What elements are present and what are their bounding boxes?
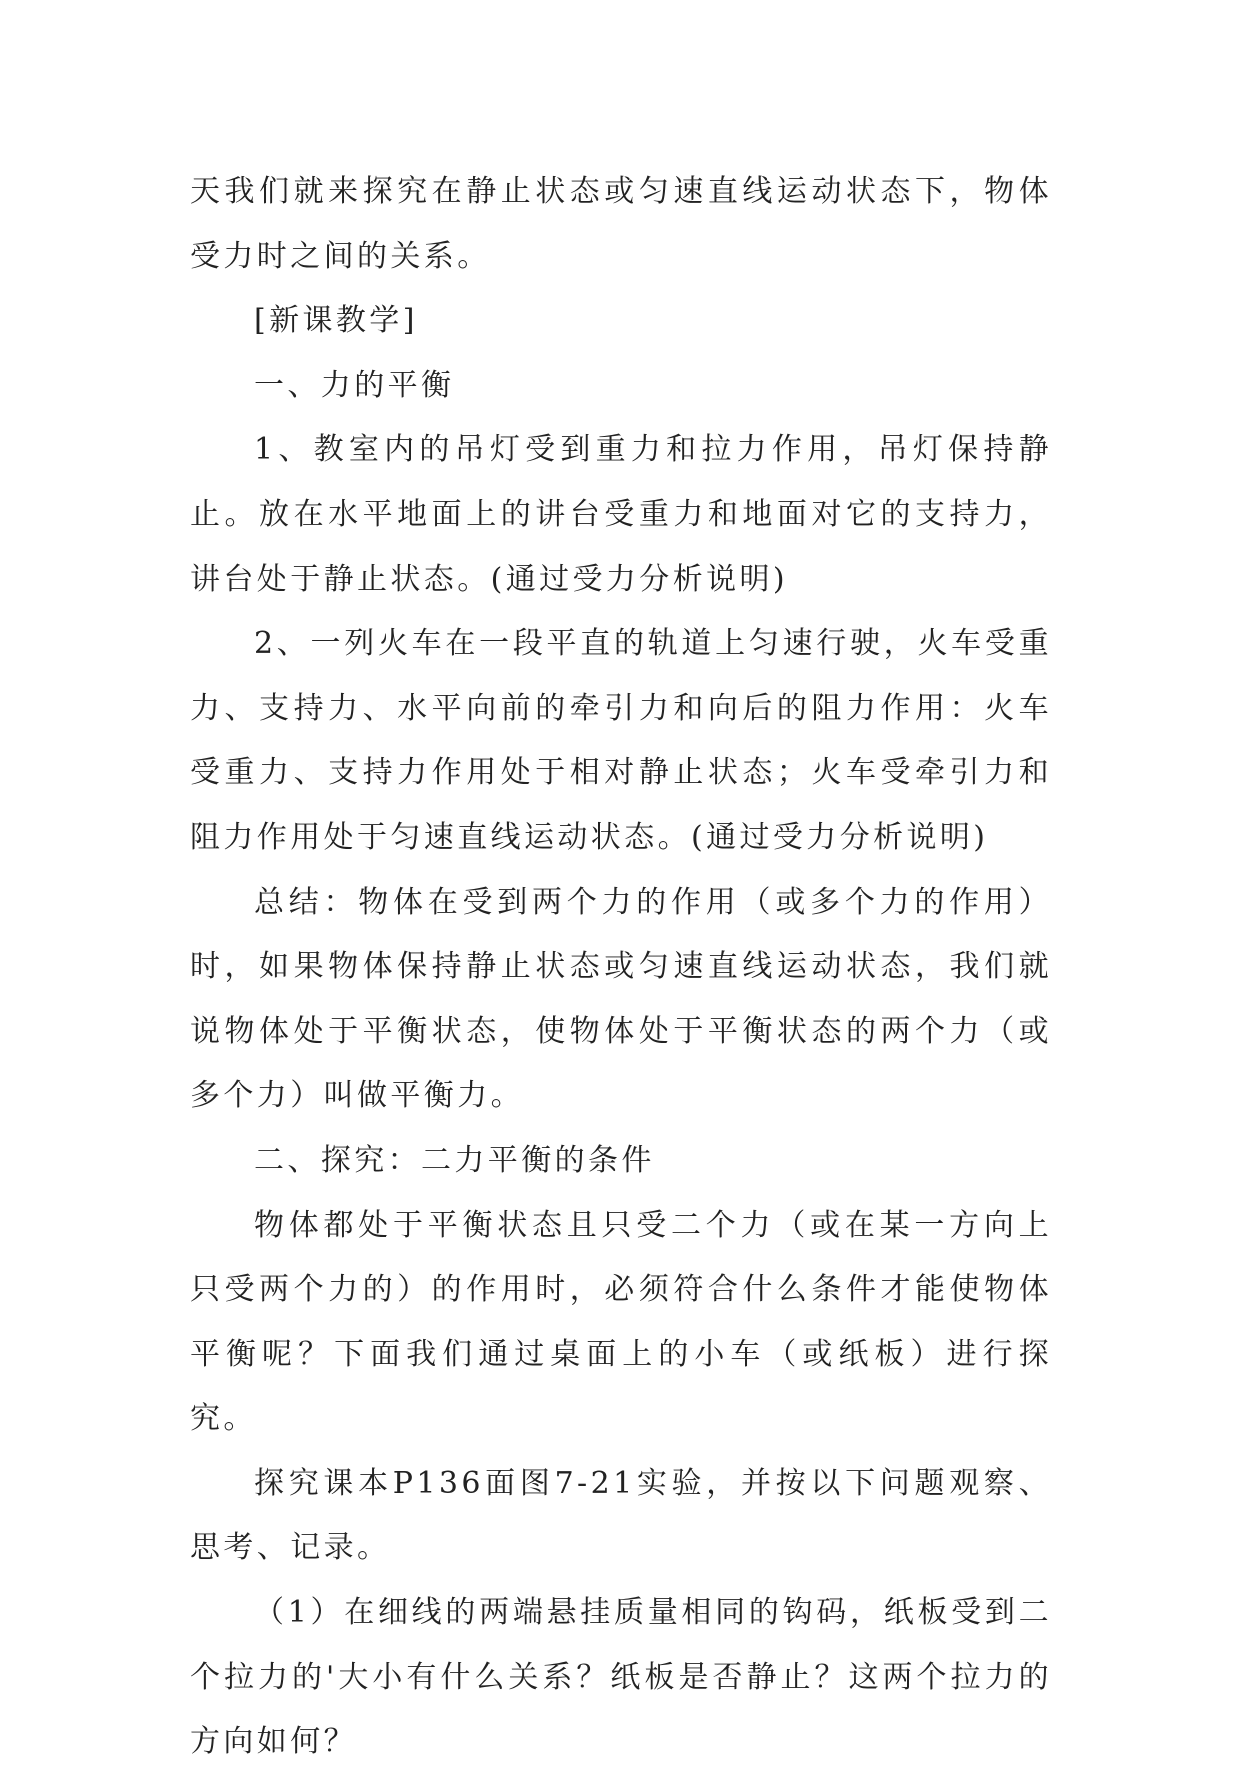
paragraph-continuation: 天我们就来探究在静止状态或匀速直线运动状态下，物体受力时之间的关系。 [190,174,1052,274]
section-heading-explore: 二、探究：二力平衡的条件 [254,1142,655,1178]
section-heading-force-balance: 一、力的平衡 [254,367,455,403]
paragraph-question-1: （1）在细线的两端悬挂质量相同的钩码，纸板受到二个拉力的'大小有什么关系？纸板是否静止？这两个拉力的方向如何？ [190,1595,1052,1760]
paragraph-explore-question: 物体都处于平衡状态且只受二个力（或在某一方向上只受两个力的）的作用时，必须符合什么条件才能使物体平衡呢？下面我们通过桌面上的小车（或纸板）进行探究。 [190,1207,1052,1437]
section-heading-new-lesson: [新课教学] [254,303,418,339]
paragraph-summary: 总结：物体在受到两个力的作用（或多个力的作用）时，如果物体保持静止状态或匀速直线运动状态，我们就说物体处于平衡状态，使物体处于平衡状态的两个力（或多个力）叫做平衡力。 [190,884,1052,1114]
paragraph-example-1: 1、教室内的吊灯受到重力和拉力作用，吊灯保持静止。放在水平地面上的讲台受重力和地面对它的支持力，讲台处于静止状态。(通过受力分析说明) [190,432,1052,597]
paragraph-example-2: 2、一列火车在一段平直的轨道上匀速行驶，火车受重力、支持力、水平向前的牵引力和向后的阻力作用：火车受重力、支持力作用处于相对静止状态；火车受牵引力和阻力作用处于匀速直线运动状态。(通过受力分析说明) [190,626,1052,855]
paragraph-experiment-instruction: 探究课本P136面图7-21实验，并按以下问题观察、思考、记录。 [190,1465,1052,1566]
document-body [190,160,1052,1775]
